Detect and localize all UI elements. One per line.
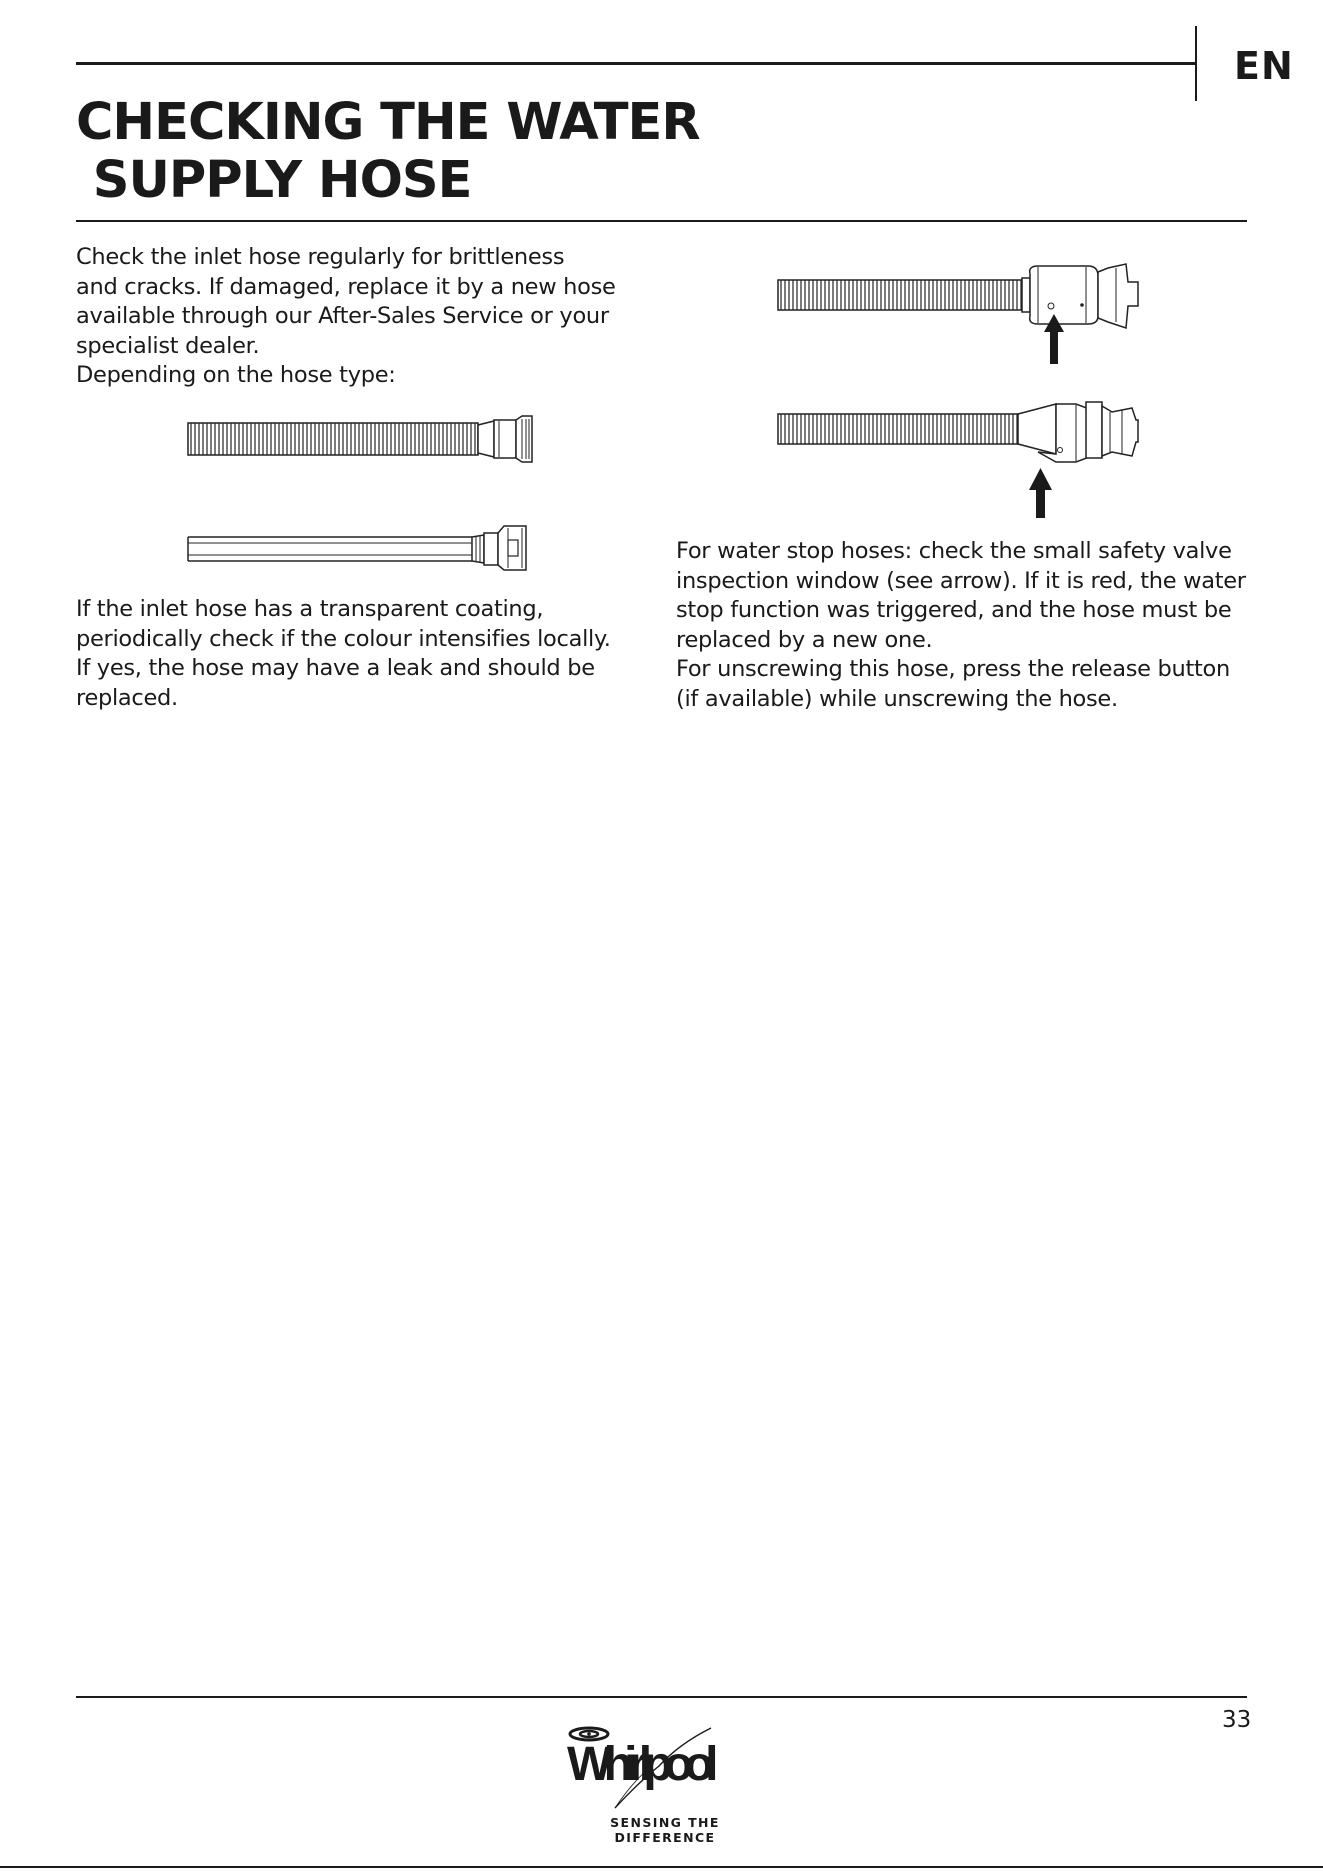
text-line: replaced by a new one. [676,626,933,653]
title-underline [76,220,1247,222]
water-stop-paragraph [676,537,1246,714]
text-line: (if available) while unscrewing the hose. [676,685,1118,712]
top-rule [76,62,1196,65]
arrow-up-icon [1029,468,1052,518]
text-line: For unscrewing this hose, press the release button [676,656,1230,682]
coating-paragraph [76,595,611,713]
text-line: replaced. [76,684,178,711]
text-line: For water stop hoses: check the small safety valve [676,538,1232,564]
text-line: stop function was triggered, and the hose must be [676,597,1232,623]
language-divider [1195,26,1197,101]
title-line: CHECKING THE WATER [76,93,700,152]
text-line: periodically check if the colour intensifies locally. [76,625,611,652]
text-line: available through our After-Sales Service or your [76,303,609,329]
text-line: inspection window (see arrow). If it is red, the water [676,567,1246,594]
intro-paragraph [76,243,616,391]
water-stop-hose-illustration-2 [776,400,1156,520]
text-line: If yes, the hose may have a leak and should be [76,655,595,681]
water-stop-hose-illustration-1 [776,258,1156,368]
bottom-edge-rule [0,1866,1323,1868]
page-number: 33 [1222,1707,1252,1733]
title-line: SUPPLY HOSE [76,151,472,210]
smooth-hose-illustration [186,524,546,574]
text-line: Depending on the hose type: [76,362,396,388]
text-line: specialist dealer. [76,332,260,359]
svg-text:Whirlpool: Whirlpool [567,1738,717,1791]
language-label: EN [1234,44,1294,88]
text-line: If the inlet hose has a transparent coating, [76,596,544,622]
brand-tagline: SENSING THE DIFFERENCE [610,1815,720,1845]
whirlpool-logo [553,1722,773,1814]
footer-rule [76,1696,1247,1698]
corrugated-hose-illustration [186,415,566,465]
text-line: and cracks. If damaged, replace it by a new hose [76,273,616,300]
page-title [76,94,700,210]
text-line: Check the inlet hose regularly for brittleness [76,244,565,270]
